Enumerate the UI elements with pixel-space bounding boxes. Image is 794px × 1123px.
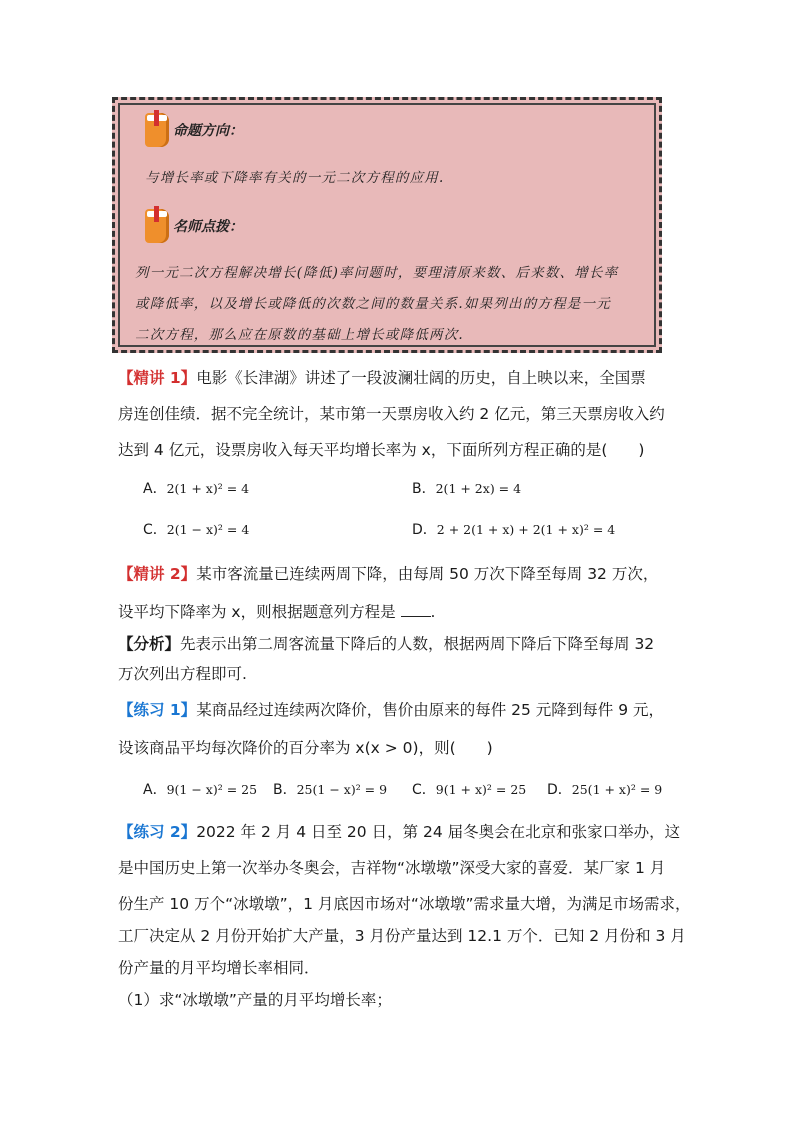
tip-advice-line: 二次方程，那么应在原数的基础上增长或降低两次. xyxy=(135,327,464,343)
option-expr: 9(1 − x)² = 25 xyxy=(166,782,258,797)
ex2-line: 工厂决定从 2 月份开始扩大产量，3 月份产量达到 12.1 万个．已知 2 月份和 3 月 xyxy=(118,927,686,945)
tip-box xyxy=(112,97,662,353)
ex1-line: 设该商品平均每次降价的百分率为 x(x > 0)，则( ) xyxy=(118,739,493,757)
tip-advice-line: 或降低率，以及增长或降低的次数之间的数量关系.如果列出的方程是一元 xyxy=(135,296,611,312)
ex1-tag: 【练习 1】 xyxy=(118,701,197,719)
analysis-line xyxy=(118,634,654,654)
answer-blank[interactable] xyxy=(401,600,431,617)
ex2-line xyxy=(118,822,680,842)
ex1-line xyxy=(118,700,664,720)
q1-line: 达到 4 亿元，设票房收入每天平均增长率为 x，下面所列方程正确的是( ) xyxy=(118,441,645,459)
tip-heading-direction: 命题方向： xyxy=(173,123,243,139)
option-letter: A． xyxy=(143,782,167,798)
q1-option-b xyxy=(412,479,521,499)
q1-text: 电影《长津湖》讲述了一段波澜壮阔的历史，自上映以来，全国票 xyxy=(196,369,646,387)
ex2-line: 份产量的月平均增长率相同． xyxy=(118,959,320,977)
tip-header-direction xyxy=(145,112,243,148)
q2-line xyxy=(118,564,658,584)
ex2-subquestion: （1）求“冰墩墩”产量的月平均增长率； xyxy=(118,991,392,1009)
ex1-option-c xyxy=(412,780,526,800)
ex2-line: 是中国历史上第一次举办冬奥会，吉祥物“冰墩墩”深受大家的喜爱．某厂家 1 月 xyxy=(118,859,666,877)
ex1-text: 某商品经过连续两次降价，售价由原来的每件 25 元降到每件 9 元， xyxy=(196,701,664,719)
option-letter: C． xyxy=(412,782,436,798)
option-expr: 25(1 + x)² = 9 xyxy=(571,782,663,797)
tip-text-direction: 与增长率或下降率有关的一元二次方程的应用. xyxy=(145,170,445,186)
book-icon xyxy=(145,209,169,243)
option-expr: 2 + 2(1 + x) + 2(1 + x)² = 4 xyxy=(436,522,616,537)
q2-line xyxy=(118,600,435,622)
tip-heading-advice: 名师点拨： xyxy=(173,219,243,235)
ex1-option-d xyxy=(547,780,662,800)
tip-header-advice xyxy=(145,208,243,244)
option-expr: 2(1 + x)² = 4 xyxy=(166,481,250,496)
option-letter: C． xyxy=(143,522,167,538)
option-letter: D． xyxy=(547,782,572,798)
tip-advice-line: 列一元二次方程解决增长(降低)率问题时，要理清原来数、后来数、增长率 xyxy=(135,265,619,281)
q1-line xyxy=(118,368,646,388)
option-expr: 2(1 + 2x) = 4 xyxy=(435,481,522,496)
q1-option-c xyxy=(143,520,249,540)
q1-line: 房连创佳绩．据不完全统计，某市第一天票房收入约 2 亿元，第三天票房收入约 xyxy=(118,405,665,423)
analysis-line: 万次列出方程即可. xyxy=(118,665,247,683)
q2-tag: 【精讲 2】 xyxy=(118,565,197,583)
option-letter: A． xyxy=(143,481,167,497)
q1-option-d xyxy=(412,520,615,540)
option-letter: B． xyxy=(273,782,297,798)
q2-text: . xyxy=(430,603,436,621)
q2-text: 设平均下降率为 x，则根据题意列方程是 xyxy=(118,603,396,621)
option-expr: 25(1 − x)² = 9 xyxy=(296,782,388,797)
ex2-text: 2022 年 2 月 4 日至 20 日，第 24 届冬奥会在北京和张家口举办，这 xyxy=(196,823,681,841)
option-expr: 9(1 + x)² = 25 xyxy=(435,782,527,797)
ex1-option-a xyxy=(143,780,257,800)
book-icon xyxy=(145,113,169,147)
ex2-tag: 【练习 2】 xyxy=(118,823,197,841)
q2-text: 某市客流量已连续两周下降，由每周 50 万次下降至每周 32 万次， xyxy=(196,565,659,583)
option-expr: 2(1 − x)² = 4 xyxy=(166,522,250,537)
ex2-line: 份生产 10 万个“冰墩墩”，1 月底因市场对“冰墩墩”需求量大增，为满足市场需求， xyxy=(118,895,691,913)
analysis-tag: 【分析】 xyxy=(118,635,181,653)
option-letter: B． xyxy=(412,481,436,497)
analysis-text: 先表示出第二周客流量下降后的人数，根据两周下降后下降至每周 32 xyxy=(180,635,655,653)
ex1-option-b xyxy=(273,780,387,800)
q1-tag: 【精讲 1】 xyxy=(118,369,197,387)
option-letter: D． xyxy=(412,522,437,538)
q1-option-a xyxy=(143,479,249,499)
